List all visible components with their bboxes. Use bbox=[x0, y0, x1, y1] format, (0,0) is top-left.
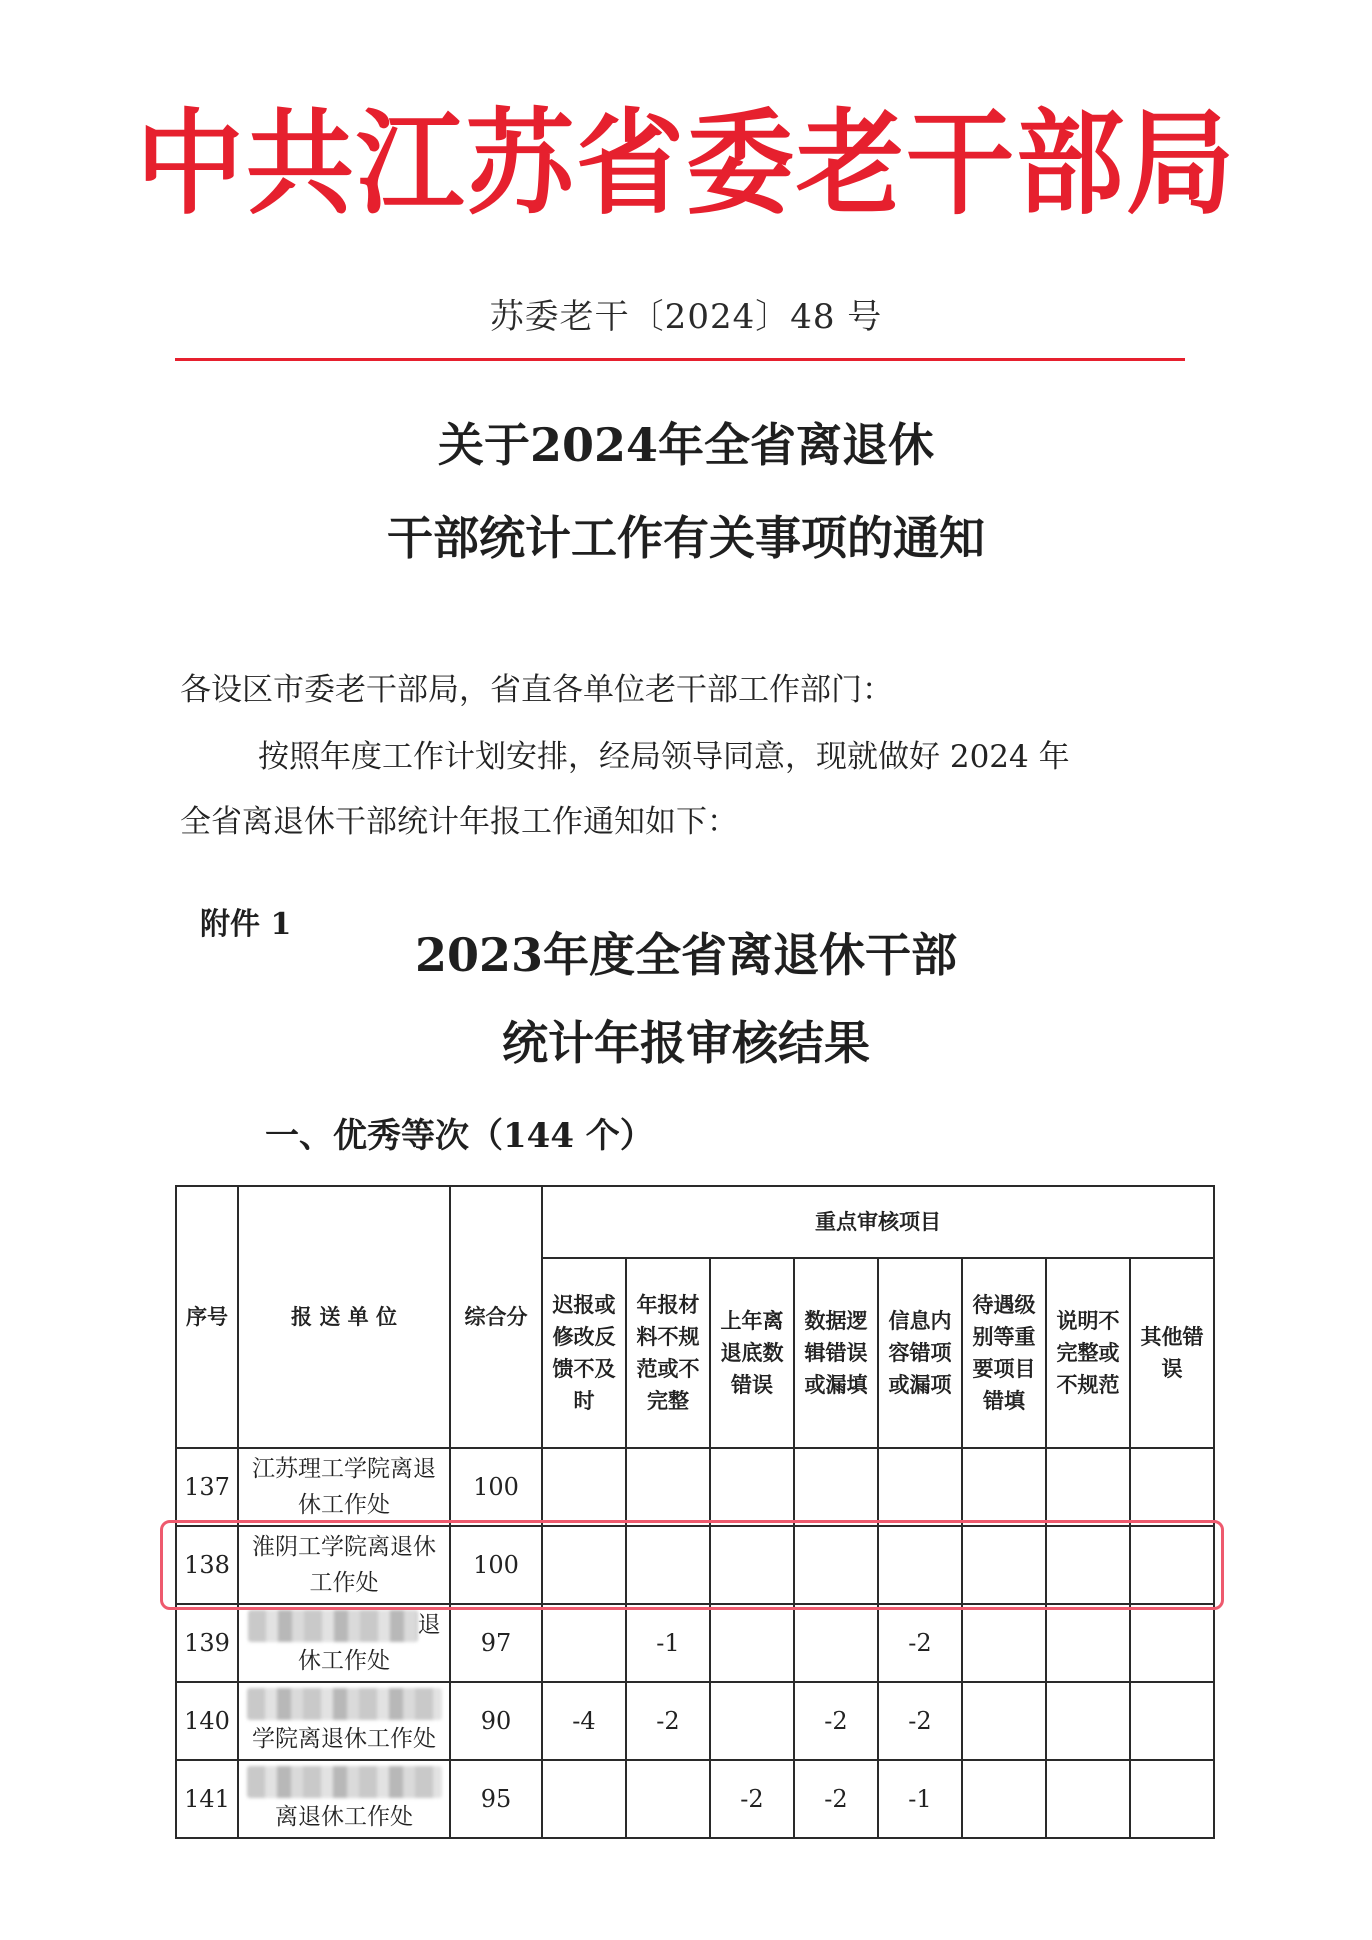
row-item bbox=[626, 1760, 710, 1838]
row-unit bbox=[238, 1526, 450, 1604]
header-item-key-field-error: 待遇级别等重要项目错填 bbox=[962, 1258, 1046, 1448]
row-item: -2 bbox=[878, 1604, 962, 1682]
row-unit bbox=[238, 1682, 450, 1760]
row-item: -1 bbox=[626, 1604, 710, 1682]
section-heading-excellent: 一、优秀等次（144 个） bbox=[265, 1116, 654, 1156]
row-item bbox=[1046, 1682, 1130, 1760]
header-red-divider bbox=[175, 358, 1185, 361]
row-item bbox=[1046, 1604, 1130, 1682]
row-item bbox=[542, 1604, 626, 1682]
row-score: 95 bbox=[450, 1760, 542, 1838]
header-item-logic-error: 数据逻辑错误或漏填 bbox=[794, 1258, 878, 1448]
row-item bbox=[1046, 1448, 1130, 1526]
row-unit-line-2: 休工作处 bbox=[298, 1492, 390, 1518]
row-score: 97 bbox=[450, 1604, 542, 1682]
row-unit-line-2: 休工作处 bbox=[298, 1648, 390, 1674]
row-item bbox=[962, 1448, 1046, 1526]
row-seq: 139 bbox=[176, 1604, 238, 1682]
row-item bbox=[542, 1526, 626, 1604]
row-item: -2 bbox=[710, 1760, 794, 1838]
row-item bbox=[962, 1526, 1046, 1604]
row-item bbox=[962, 1682, 1046, 1760]
attachment-label: 附件 1 bbox=[200, 907, 292, 942]
header-key-audit-items: 重点审核项目 bbox=[542, 1186, 1214, 1258]
row-unit-line-1: 淮阴工学院离退休 bbox=[252, 1534, 436, 1560]
table-row bbox=[176, 1682, 1214, 1760]
row-item bbox=[1046, 1760, 1130, 1838]
row-item bbox=[710, 1526, 794, 1604]
header-item-info-error: 信息内容错项或漏项 bbox=[878, 1258, 962, 1448]
row-item bbox=[710, 1604, 794, 1682]
row-unit-line-1 bbox=[239, 1685, 449, 1721]
attachment-title-line-1: 2023年度全省离退休干部 bbox=[414, 928, 958, 982]
row-item bbox=[962, 1760, 1046, 1838]
document-number: 苏委老干〔2024〕48 号 bbox=[489, 297, 883, 337]
table-row bbox=[176, 1604, 1214, 1682]
redacted-blur bbox=[248, 1610, 418, 1642]
header-score: 综合分 bbox=[450, 1186, 542, 1448]
row-unit-line-2: 学院离退休工作处 bbox=[252, 1726, 436, 1752]
table-row bbox=[176, 1760, 1214, 1838]
row-item bbox=[1130, 1526, 1214, 1604]
row-item bbox=[1130, 1448, 1214, 1526]
row-item bbox=[710, 1682, 794, 1760]
row-score: 100 bbox=[450, 1448, 542, 1526]
row-unit-line-1 bbox=[239, 1763, 449, 1799]
table-row-highlighted bbox=[176, 1526, 1214, 1604]
redacted-blur bbox=[247, 1766, 442, 1798]
row-item bbox=[794, 1526, 878, 1604]
row-item bbox=[878, 1526, 962, 1604]
row-item: -2 bbox=[794, 1682, 878, 1760]
notice-body-line-1: 按照年度工作计划安排，经局领导同意，现就做好 2024 年 bbox=[258, 739, 1070, 775]
row-item: -1 bbox=[878, 1760, 962, 1838]
header-item-late-report: 迟报或修改反馈不及时 bbox=[542, 1258, 626, 1448]
notice-title-line-2: 干部统计工作有关事项的通知 bbox=[387, 511, 985, 565]
row-item bbox=[626, 1448, 710, 1526]
row-item bbox=[794, 1448, 878, 1526]
row-item bbox=[1130, 1760, 1214, 1838]
row-score: 100 bbox=[450, 1526, 542, 1604]
row-item bbox=[794, 1604, 878, 1682]
row-item bbox=[626, 1526, 710, 1604]
row-seq: 137 bbox=[176, 1448, 238, 1526]
row-unit bbox=[238, 1760, 450, 1838]
row-unit-line-2: 工作处 bbox=[309, 1570, 379, 1596]
redacted-blur bbox=[247, 1688, 442, 1720]
row-item: -2 bbox=[878, 1682, 962, 1760]
notice-title-line-1: 关于2024年全省离退休 bbox=[437, 418, 935, 472]
row-item bbox=[878, 1448, 962, 1526]
row-seq: 138 bbox=[176, 1526, 238, 1604]
header-item-base-count-error: 上年离退底数错误 bbox=[710, 1258, 794, 1448]
audit-results-table bbox=[175, 1185, 1215, 1839]
row-item bbox=[1130, 1604, 1214, 1682]
row-seq: 141 bbox=[176, 1760, 238, 1838]
header-seq: 序号 bbox=[176, 1186, 238, 1448]
row-seq: 140 bbox=[176, 1682, 238, 1760]
issuing-org-title: 中共江苏省委老干部局 bbox=[135, 98, 1236, 231]
row-item: -2 bbox=[794, 1760, 878, 1838]
header-item-other-errors: 其他错误 bbox=[1130, 1258, 1214, 1448]
notice-body-line-2: 全省离退休干部统计年报工作通知如下： bbox=[180, 804, 738, 840]
table-row bbox=[176, 1448, 1214, 1526]
row-item bbox=[962, 1604, 1046, 1682]
row-unit bbox=[238, 1448, 450, 1526]
row-item: -4 bbox=[542, 1682, 626, 1760]
header-item-incomplete-notes: 说明不完整或不规范 bbox=[1046, 1258, 1130, 1448]
row-unit bbox=[238, 1604, 450, 1682]
row-item bbox=[1130, 1682, 1214, 1760]
row-unit-line-1: 江苏理工学院离退 bbox=[252, 1456, 436, 1482]
row-unit-line-2: 离退休工作处 bbox=[275, 1804, 413, 1830]
row-item bbox=[710, 1448, 794, 1526]
header-item-nonstandard-materials: 年报材料不规范或不完整 bbox=[626, 1258, 710, 1448]
notice-recipients: 各设区市委老干部局，省直各单位老干部工作部门： bbox=[180, 672, 893, 708]
row-unit-line-1-text: 退 bbox=[417, 1612, 441, 1638]
row-item bbox=[542, 1760, 626, 1838]
row-item: -2 bbox=[626, 1682, 710, 1760]
row-score: 90 bbox=[450, 1682, 542, 1760]
header-unit: 报 送 单 位 bbox=[238, 1186, 450, 1448]
row-item bbox=[542, 1448, 626, 1526]
row-item bbox=[1046, 1526, 1130, 1604]
row-unit-line-1 bbox=[239, 1607, 449, 1643]
attachment-title-line-2: 统计年报审核结果 bbox=[502, 1016, 870, 1070]
